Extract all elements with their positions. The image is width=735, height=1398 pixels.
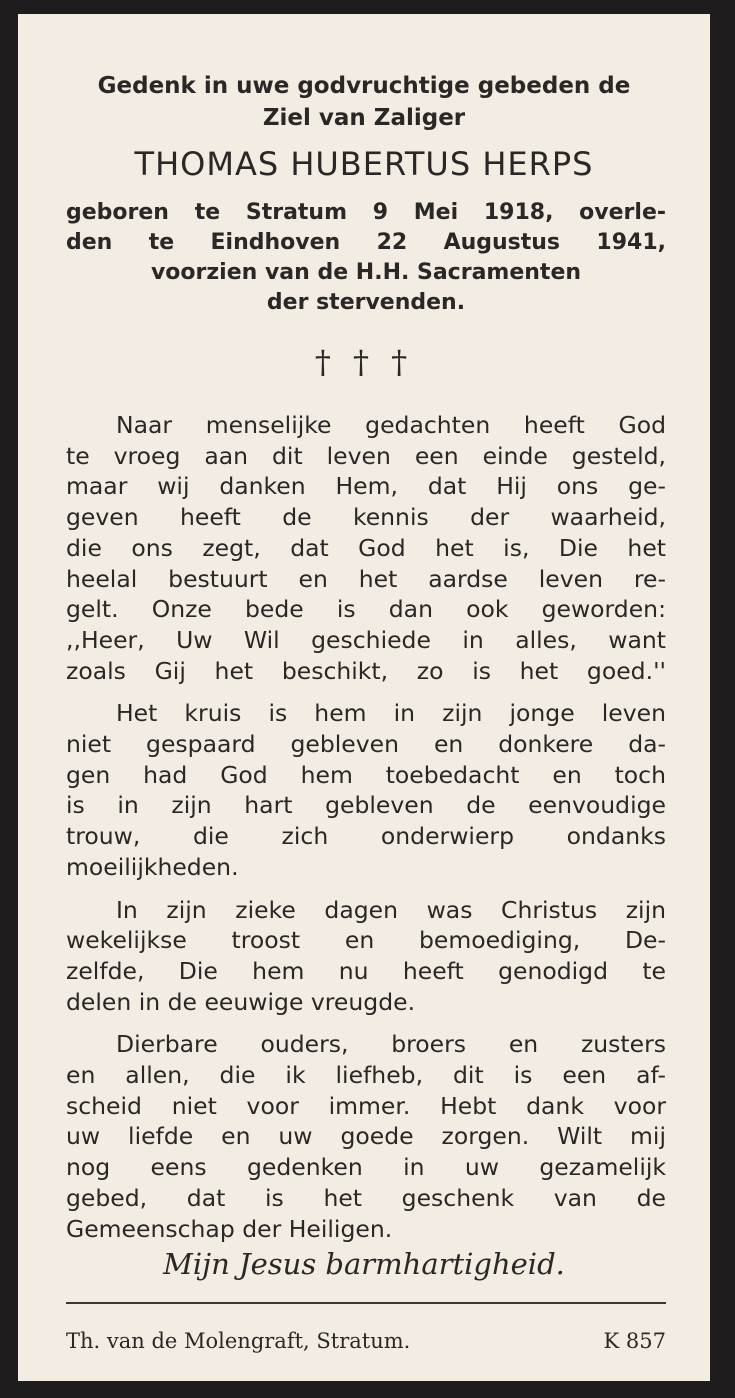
text-line: Het kruis is hem in zijn jonge leven [116,699,666,728]
text-line: geven heeft de kennis der waarheid, [66,503,666,532]
footer-divider [66,1302,666,1304]
text-line: zelfde, Die hem nu heeft genodigd te [66,956,666,985]
details-line: der stervenden. [266,290,466,315]
text-line: nog eens gedenken in uw gezamelijk [66,1153,666,1182]
text-line: delen in de eeuwige vreugde. [66,987,416,1016]
text-line: In zijn zieke dagen was Christus zijn [116,895,666,924]
text-line: Dierbare ouders, broers en zusters [116,1030,666,1059]
text-line: die ons zegt, dat God het is, Die het [66,533,666,562]
printer-name: Th. van de Molengraft, Stratum. [66,1329,411,1353]
details-line: voorzien van de H.H. Sacramenten [150,260,582,285]
printer-footer [66,1326,666,1356]
memorial-text [66,410,666,1256]
birth-death-details [66,198,666,318]
text-line: Naar menselijke gedachten heeft God [116,411,666,439]
intro-line: Ziel van Zaliger [262,105,466,131]
text-line: en allen, die ik liefheb, dit is een af- [66,1061,666,1090]
paragraph [66,895,666,1018]
text-line: gebed, dat is het geschenk van de [66,1183,666,1212]
text-line: gen had God hem toebedacht en toch [66,760,666,789]
text-line: moeilijkheden. [66,852,239,881]
text-line: uw liefde en uw goede zorgen. Wilt mij [66,1122,666,1151]
details-line: geboren te Stratum 9 Mei 1918, overle- [66,200,666,225]
text-line: te vroeg aan dit leven een einde gesteld, [66,441,666,470]
card-paper [18,14,710,1381]
details-line: den te Eindhoven 22 Augustus 1941, [66,230,666,255]
card-code: K 857 [603,1329,666,1353]
text-line: Gemeenschap der Heiligen. [66,1214,393,1243]
paragraph [66,410,666,686]
text-line: gelt. Onze bede is dan ook geworden: [66,595,666,624]
text-line: wekelijkse troost en bemoediging, De- [66,926,666,955]
paragraph [66,698,666,882]
intro-text [48,70,680,134]
deceased-name: THOMAS HUBERTUS HERPS [134,145,594,183]
text-line: trouw, die zich onderwierp ondanks [66,822,666,851]
closing-prayer: Mijn Jesus barmhartigheid. [163,1247,565,1281]
paragraph [66,1029,666,1244]
text-line: maar wij danken Hem, dat Hij ons ge- [66,472,666,501]
intro-line: Gedenk in uwe godvruchtige gebeden de [97,73,631,99]
text-line: scheid niet voor immer. Hebt dank voor [66,1091,666,1120]
three-crosses-icon: † † † [314,343,414,381]
text-line: is in zijn hart gebleven de eenvoudige [66,791,666,820]
text-line: niet gespaard gebleven en donkere da- [66,730,666,759]
text-line: zoals Gij het beschikt, zo is het goed.'' [66,656,666,685]
text-line: heelal bestuurt en het aardse leven re- [66,564,666,593]
text-line: ,,Heer, Uw Wil geschiede in alles, want [66,625,666,654]
